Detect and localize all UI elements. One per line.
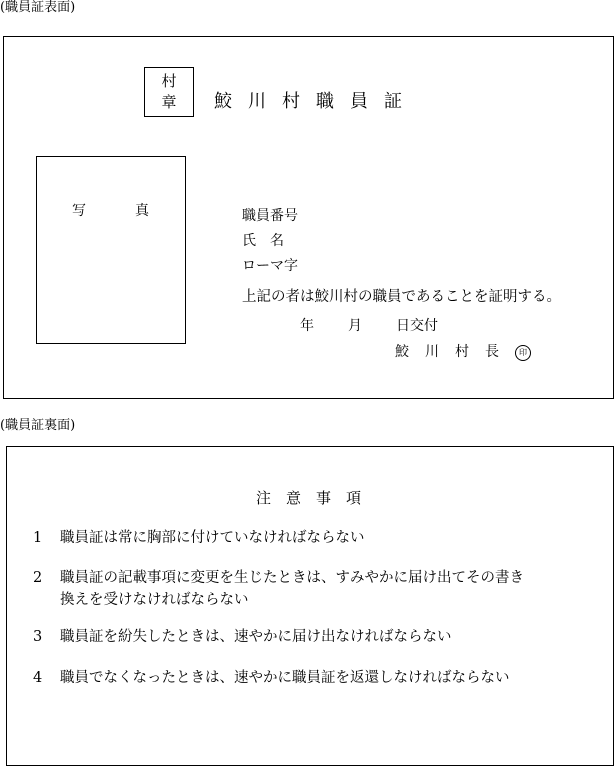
issue-day: 日交付: [396, 318, 438, 334]
notice-item-text: 職員でなくなったときは、速やかに職員証を返還しなければならない: [60, 670, 510, 686]
card-title: 鮫川村職員証: [214, 91, 418, 112]
notice-item-text: 職員証を紛失したときは、速やかに届け出なければならない: [60, 629, 452, 645]
notice-item-number: 4: [33, 670, 43, 686]
front-caption: (職員証表面): [0, 0, 76, 15]
notice-item-text: 職員証の記載事項に変更を生じたときは、すみやかに届け出てその書き: [60, 570, 524, 586]
mayor-line: [395, 341, 531, 361]
photo-label-left: 写: [72, 203, 86, 219]
back-caption: (職員証裏面): [0, 418, 76, 433]
notice-item-3: [33, 626, 593, 648]
village-seal-box: [144, 67, 194, 117]
notice-item-2: [33, 567, 593, 611]
mayor-title: 鮫川村長: [395, 344, 515, 360]
photo-label-right: 真: [135, 203, 149, 219]
field-romaji: ローマ字: [242, 258, 298, 274]
village-seal-char-top: 村: [161, 72, 177, 90]
field-name: 氏 名: [242, 233, 284, 249]
notice-item-number: 2: [33, 570, 43, 586]
notice-title: 注意事項: [256, 489, 377, 507]
notice-item-text-cont: 換えを受けなければならない: [60, 592, 249, 608]
notice-item-number: 3: [33, 629, 43, 645]
notice-item-4: [33, 667, 593, 689]
notice-item-1: [33, 527, 593, 549]
issue-year: 年: [300, 318, 314, 334]
photo-box: [36, 156, 186, 344]
village-seal-char-bottom: 章: [161, 93, 177, 111]
issue-month: 月: [348, 318, 362, 334]
seal-mark: 印: [515, 345, 531, 361]
notice-item-text: 職員証は常に胸部に付けていなければならない: [60, 530, 365, 546]
notice-item-number: 1: [33, 530, 43, 546]
certification-text: 上記の者は鮫川村の職員であることを証明する。: [242, 289, 561, 305]
field-staff-number: 職員番号: [242, 208, 298, 224]
